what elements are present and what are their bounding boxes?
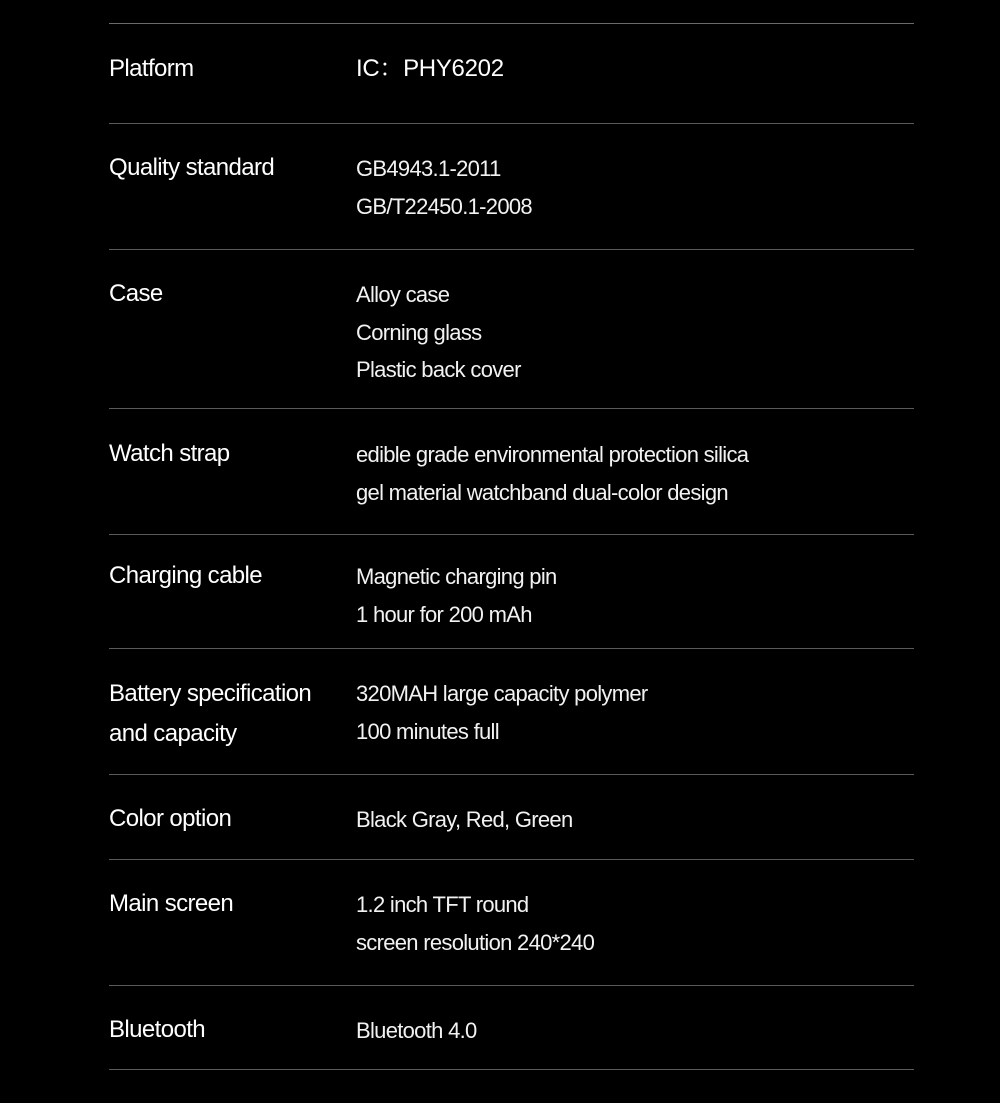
spec-label <box>109 274 349 314</box>
spec-value-line: 100 minutes full <box>356 718 499 744</box>
spec-label-line: Quality standard <box>109 154 275 181</box>
spec-values <box>356 801 573 839</box>
spec-value-line: Magnetic charging pin <box>356 564 557 589</box>
spec-values <box>356 436 748 511</box>
spec-value-line: Bluetooth 4.0 <box>356 1018 477 1043</box>
spec-value-line: gel material watchband dual-color design <box>356 479 728 505</box>
spec-label <box>109 434 349 474</box>
spec-row-color-option <box>109 775 914 859</box>
spec-value-line: edible grade environmental protection silica <box>356 442 749 467</box>
spec-value-line: GB4943.1-2011 <box>356 156 501 181</box>
spec-values <box>356 886 594 961</box>
spec-value-line: 320MAH large capacity polymer <box>356 681 648 706</box>
spec-label <box>109 148 349 188</box>
spec-label-line: Bluetooth <box>109 1016 206 1043</box>
spec-row-bluetooth <box>109 986 914 1069</box>
spec-value-line: IC：PHY6202 <box>356 55 504 82</box>
spec-row-main-screen <box>109 860 914 985</box>
spec-label-line: Platform <box>109 55 194 82</box>
spec-label <box>109 1010 349 1050</box>
spec-label-line: Watch strap <box>109 440 230 467</box>
spec-value-line: screen resolution 240*240 <box>356 929 595 955</box>
spec-label <box>109 674 349 754</box>
spec-label-line: Battery specification <box>109 680 312 707</box>
spec-row-platform <box>109 24 914 123</box>
spec-row-quality-standard <box>109 124 914 249</box>
spec-values <box>356 150 532 225</box>
spec-label <box>109 49 349 89</box>
spec-table <box>109 23 914 1070</box>
spec-value-line: 1 hour for 200 mAh <box>356 601 532 627</box>
spec-values <box>356 276 521 389</box>
spec-label-line: Main screen <box>109 890 234 917</box>
spec-row-case <box>109 250 914 408</box>
spec-value-line: 1.2 inch TFT round <box>356 892 529 917</box>
spec-label <box>109 799 349 839</box>
spec-label-line: and capacity <box>109 720 237 747</box>
spec-values <box>356 50 504 88</box>
spec-value-line: Plastic back cover <box>356 357 521 382</box>
spec-row-charging-cable <box>109 535 914 648</box>
spec-value-line: Alloy case <box>356 282 450 307</box>
spec-label <box>109 884 349 924</box>
spec-label-line: Charging cable <box>109 562 263 589</box>
spec-values <box>356 1012 477 1050</box>
spec-label-line: Case <box>109 280 163 307</box>
spec-row-battery <box>109 649 914 774</box>
spec-label-line: Color option <box>109 805 232 832</box>
spec-values <box>356 558 557 633</box>
spec-row-watch-strap <box>109 409 914 534</box>
divider <box>109 1069 914 1070</box>
spec-label <box>109 556 349 596</box>
spec-values <box>356 675 648 750</box>
spec-value-line: Corning glass <box>356 319 482 345</box>
spec-value-line: GB/T22450.1-2008 <box>356 193 532 219</box>
spec-value-line: Black Gray, Red, Green <box>356 807 573 832</box>
